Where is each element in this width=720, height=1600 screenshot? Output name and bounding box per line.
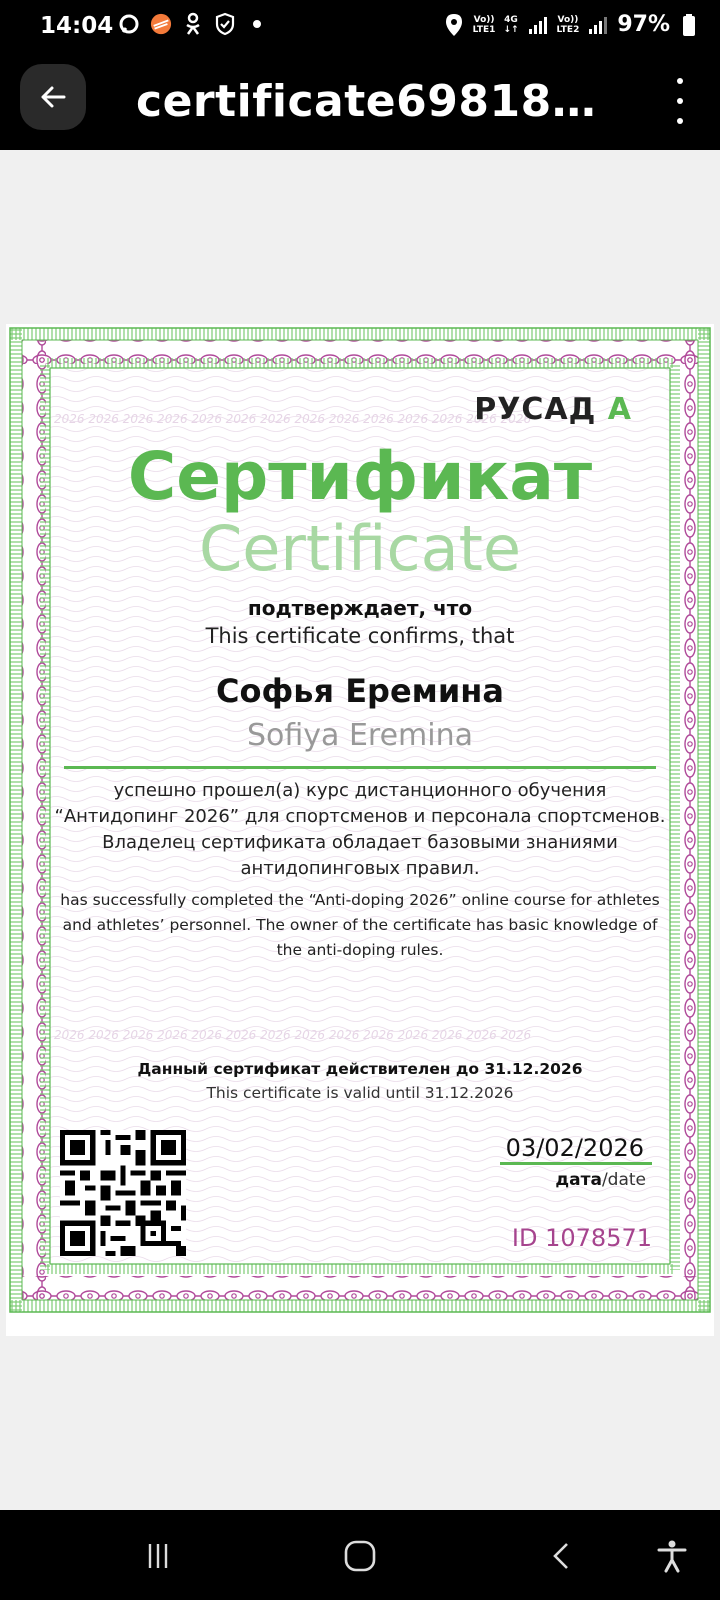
certificate-page [6, 324, 714, 1336]
notification-icons [118, 12, 268, 36]
validity-ru: Данный сертификат действителен до 31.12.2026 [137, 1060, 583, 1078]
app-bar [0, 52, 720, 150]
date-underline [500, 1162, 652, 1165]
odnoklassniki-icon [182, 12, 204, 36]
confirm-en: This certificate confirms, that [205, 624, 515, 648]
navigation-bar [0, 1510, 720, 1600]
more-vert-icon[interactable] [670, 78, 690, 124]
qr-code-icon [60, 1130, 186, 1256]
location-icon [443, 13, 465, 37]
rusada-logo-mark: А [607, 392, 632, 427]
sim1-volte: Vo)) LTE1 [472, 14, 496, 35]
watermark-bottom: 2026 2026 2026 2026 2026 2026 2026 2026 2026 2026 2026 2026 2026 2026 [54, 1028, 532, 1042]
back-arrow-icon [38, 82, 68, 112]
title-en: Certificate [198, 512, 522, 585]
back-button[interactable] [20, 64, 86, 130]
chat-icon [118, 12, 140, 36]
confirm-ru: подтверждает, что [247, 596, 473, 620]
status-bar [0, 0, 720, 52]
back-nav-icon[interactable] [542, 1538, 582, 1574]
signal-1-icon [527, 13, 549, 37]
app-orange-icon [150, 12, 172, 36]
network-type: 4G ↓↑ [503, 14, 519, 35]
rusada-logo: РУСАД А [474, 392, 632, 427]
shield-check-icon [214, 12, 236, 36]
course-description-en: has successfully completed the “Anti-doping 2026” online course for athletes and athletes’ personnel. The owner of the certificate has basic knowledge of the anti-doping rules. [60, 891, 660, 959]
signal-2-icon [587, 13, 609, 37]
document-title: certificate69818… [136, 76, 597, 127]
certificate-id: ID 1078571 [511, 1224, 652, 1252]
dot-icon [246, 12, 268, 36]
name-underline [64, 766, 656, 769]
recipient-name-en: Sofiya Eremina [246, 718, 473, 753]
issue-date: 03/02/2026 [505, 1134, 644, 1162]
date-label: дата/date [555, 1170, 646, 1190]
title-ru: Сертификат [127, 438, 593, 515]
status-right [443, 12, 700, 37]
certificate-content [54, 372, 666, 1292]
home-icon[interactable] [340, 1538, 380, 1574]
course-description-ru: успешно прошел(а) курс дистанционного обучения “Антидопинг 2026” для спортсменов и персонала спортсменов. Владелец сертификата обладает базовыми знаниями антидопинговых правил. [54, 780, 666, 879]
status-time: 14:04 [40, 13, 114, 39]
sim2-volte: Vo)) LTE2 [556, 14, 580, 35]
accessibility-icon[interactable] [652, 1538, 692, 1574]
recipient-name-ru: Софья Еремина [216, 672, 504, 710]
validity-en: This certificate is valid until 31.12.2026 [206, 1084, 514, 1102]
battery-percent: 97% [617, 12, 670, 37]
watermark-top: 2026 2026 2026 2026 2026 2026 2026 2026 2026 2026 2026 2026 2026 2026 [54, 412, 532, 426]
battery-icon [678, 13, 700, 37]
recent-apps-icon[interactable] [138, 1538, 178, 1574]
